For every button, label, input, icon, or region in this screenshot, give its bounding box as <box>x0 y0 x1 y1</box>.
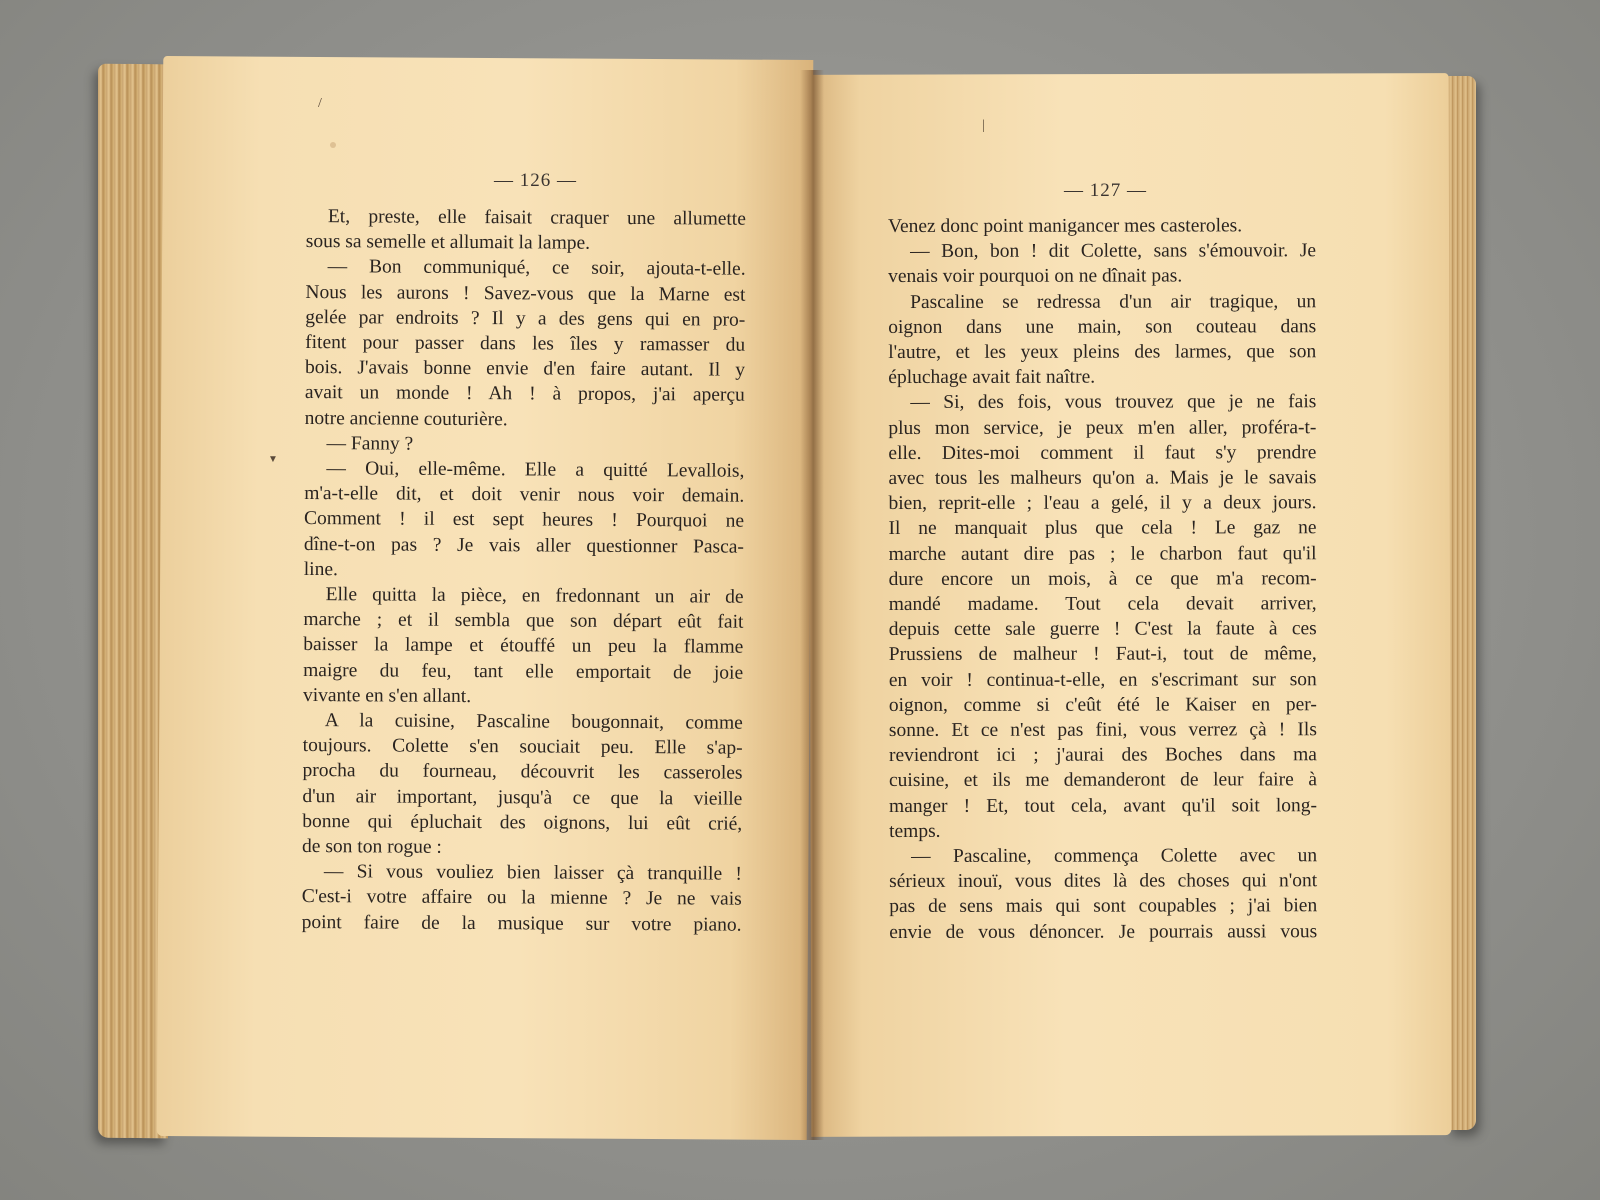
pencil-mark: / <box>318 96 322 111</box>
text-line: fitent pour passer dans les îles y ramasser du <box>305 332 746 356</box>
text-line: manger ! Et, tout cela, avant qu'il soit long- <box>889 794 1318 817</box>
text-line: oignon, comme si c'eût été le Kaiser en per- <box>888 694 1317 716</box>
text-line: — Oui, elle-même. Elle a quitté Levallois, <box>326 458 745 482</box>
text-line: — Si, des fois, vous trouvez que je ne fais <box>910 391 1317 414</box>
text-line: mandé madame. Tout cela devait arriver, <box>888 593 1317 616</box>
text-line: Nous les aurons ! Savez-vous que la Marne est <box>305 281 746 306</box>
ink-mark: ▼ <box>268 454 278 465</box>
text-line: — Fanny ? <box>326 432 414 455</box>
text-line: elle. Dites-moi comment il faut s'y prendre <box>888 442 1317 464</box>
text-line: Et, preste, elle faisait craquer une allumette <box>327 206 746 230</box>
text-line: plus mon service, je peux m'en aller, proféra-t- <box>888 416 1317 439</box>
text-line: dure encore un mois, à ce que m'a recom- <box>888 568 1317 590</box>
text-line: d'un air important, jusqu'à ce que la vieille <box>302 785 743 810</box>
text-line: gelée par endroits ? Il y a des gens qui en pro- <box>305 306 746 331</box>
pencil-mark: | <box>982 118 985 133</box>
book-gutter <box>800 70 824 1140</box>
text-line: — Bon, bon ! dit Colette, sans s'émouvoir. Je <box>910 240 1317 263</box>
text-line: marche ; et il sembla que son départ eût fait <box>303 609 744 633</box>
text-line: procha du fourneau, découvrit les casseroles <box>302 760 743 785</box>
text-line: — Pascaline, commença Colette avec un <box>911 845 1318 868</box>
page-number-right: — 127 — <box>1064 180 1147 201</box>
text-line: Comment ! il est sept heures ! Pourquoi ne <box>304 508 745 533</box>
text-line: avec tous les malheurs qu'on a. Mais je le savais <box>888 467 1317 490</box>
text-line: marche autant dire pas ; le charbon faut qu'il <box>888 542 1317 565</box>
text-line: Pascaline se redressa d'un air tragique, un <box>910 290 1317 313</box>
text-line: bien, reprit-elle ; l'eau a gelé, il y a deux jours. <box>888 492 1317 515</box>
text-line: toujours. Colette s'en souciait peu. Elle s'ap- <box>302 735 743 759</box>
right-page-text <box>888 213 1317 945</box>
text-line: Prussiens de malheur ! Faut-i, tout de même, <box>888 643 1317 666</box>
text-line: oignon dans une main, son couteau dans <box>888 316 1317 338</box>
text-line: bonne qui épluchait des oignons, lui eût crié, <box>302 810 743 835</box>
text-line: point faire de la musique sur votre piano. <box>301 911 742 936</box>
text-line: cuisine, et ils me demanderont de leur faire à <box>888 769 1318 792</box>
text-line: vivante en s'en allant. <box>302 684 472 707</box>
text-line: reviendront ici ; j'aurai des Boches dans ma <box>888 744 1317 767</box>
text-line: notre ancienne couturière. <box>304 407 508 430</box>
text-line: — Bon communiqué, ce soir, ajouta-t-elle. <box>327 256 746 281</box>
text-line: l'autre, et les yeux pleins des larmes, que son <box>888 341 1317 364</box>
text-line: envie de vous dénoncer. Je pourrais aussi vous <box>889 920 1318 943</box>
text-line: en voir ! continua-t-elle, en s'escrimant sur son <box>888 668 1317 691</box>
text-line: dîne-t-on pas ? Je vais aller questionner Pasca- <box>303 533 744 558</box>
text-line: sonne. Et ce n'est pas fini, vous verrez çà ! Ils <box>888 719 1317 742</box>
text-line: pas de sens mais qui sont coupables ; j'ai bien <box>889 895 1318 918</box>
text-line: depuis cette sale guerre ! C'est la faute à ces <box>888 618 1317 641</box>
text-line: de son ton rogue : <box>302 836 442 858</box>
text-line: sous sa semelle et allumait la lampe. <box>305 231 591 254</box>
text-line: sérieux inouï, vous dites là des choses qui n'ont <box>889 870 1318 893</box>
book-edge-right <box>1448 76 1476 1130</box>
text-line: épluchage avait fait naître. <box>888 366 1096 389</box>
text-line: line. <box>303 558 338 581</box>
text-line: maigre du feu, tant elle emportait de joie <box>303 659 744 684</box>
text-line: avait un monde ! Ah ! à propos, j'ai aperçu <box>304 382 745 407</box>
text-line: baisser la lampe et étouffé un peu la flamme <box>303 634 744 659</box>
text-line: temps. <box>889 820 941 842</box>
left-page-text <box>302 204 746 938</box>
text-line: Venez donc point manigancer mes casteroles. <box>888 215 1243 237</box>
text-line: m'a-t-elle dit, et doit venir nous voir demain. <box>304 483 745 507</box>
text-line: C'est-i votre affaire ou la mienne ? Je ne vais <box>301 886 742 911</box>
paper-spot <box>330 142 336 148</box>
text-line: bois. J'avais bonne envie d'en faire autant. Il y <box>304 357 746 381</box>
text-line: Il ne manquait plus que cela ! Le gaz ne <box>888 517 1317 540</box>
text-line: Elle quitta la pièce, en fredonnant un air de <box>325 584 744 608</box>
page-number-left: — 126 — <box>494 170 577 191</box>
text-line: A la cuisine, Pascaline bougonnait, comme <box>324 710 743 734</box>
text-line: — Si vous vouliez bien laisser çà tranquille ! <box>323 861 742 885</box>
text-line: venais voir pourquoi on ne dînait pas. <box>888 265 1183 288</box>
